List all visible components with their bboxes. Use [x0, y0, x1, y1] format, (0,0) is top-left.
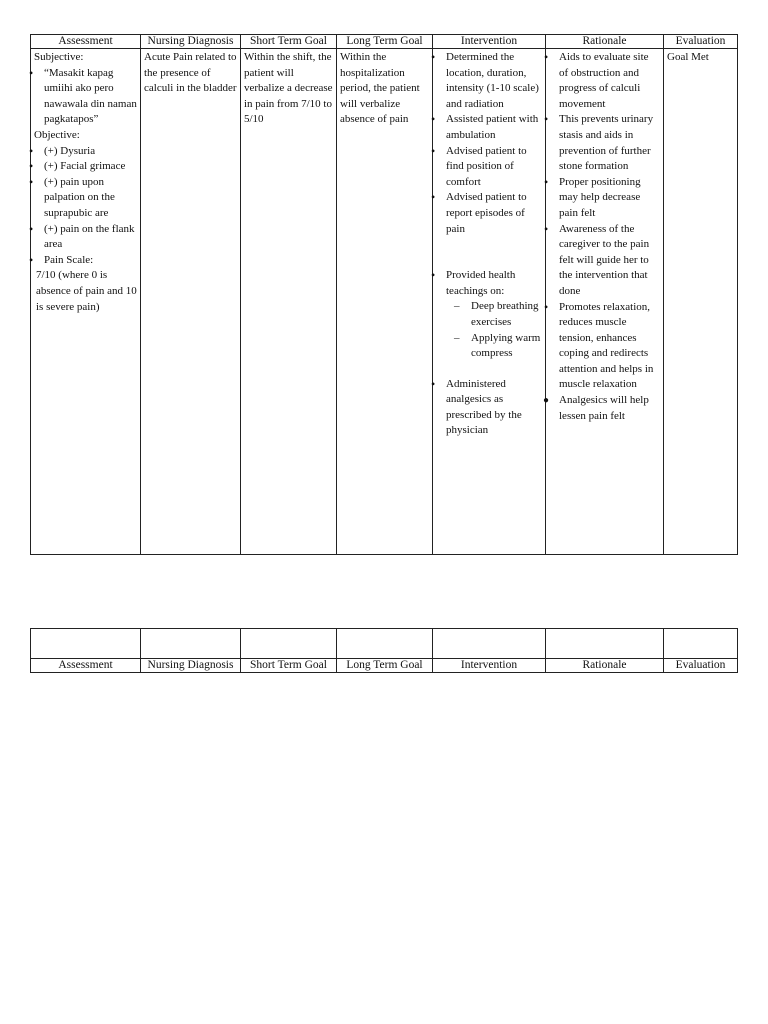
intervention-cell — [433, 49, 546, 555]
spacer — [436, 237, 542, 268]
health-teaching-subitem: – Deep breathing exercises — [452, 299, 542, 330]
blank-care-plan-table — [30, 628, 738, 673]
health-teaching-subitem: – Applying warm compress — [452, 331, 542, 362]
care-plan-row — [31, 49, 738, 555]
assessment-cell — [31, 49, 141, 555]
nursing-diagnosis-cell: Acute Pain related to the presence of calculi in the bladder — [141, 49, 241, 555]
intervention-item: • Administered analgesics as prescribed by the physician — [436, 377, 542, 439]
header-nursing-diagnosis: Nursing Diagnosis — [141, 659, 241, 673]
spacer — [436, 362, 542, 377]
objective-list — [34, 144, 137, 269]
rationale-list — [549, 50, 660, 424]
rationale-item: • Aids to evaluate site of obstruction and progress of calculi movement — [549, 50, 660, 112]
analgesics-list — [436, 377, 542, 439]
rationale-cell — [546, 49, 664, 555]
header-evaluation: Evaluation — [664, 35, 738, 49]
header-assessment: Assessment — [31, 35, 141, 49]
empty-cell — [664, 629, 738, 659]
header-intervention: Intervention — [433, 659, 546, 673]
empty-cell — [546, 629, 664, 659]
empty-cell — [31, 629, 141, 659]
header-assessment: Assessment — [31, 659, 141, 673]
empty-row — [31, 629, 738, 659]
empty-cell — [433, 629, 546, 659]
header-long-term-goal: Long Term Goal — [337, 659, 433, 673]
pain-scale-detail: 7/10 (where 0 is absence of pain and 10 is severe pain) — [36, 269, 137, 313]
rationale-item: ● Analgesics will help lessen pain felt — [549, 393, 660, 424]
evaluation-cell: Goal Met — [664, 49, 738, 555]
rationale-item: • This prevents urinary stasis and aids in prevention of further stone formation — [549, 112, 660, 174]
intervention-item: • Advised patient to find position of comfort — [436, 144, 542, 191]
header-evaluation: Evaluation — [664, 659, 738, 673]
intervention-item — [436, 268, 542, 362]
intervention-item: • Assisted patient with ambulation — [436, 112, 542, 143]
health-teaching-list — [436, 268, 542, 362]
header-row — [31, 35, 738, 49]
header-nursing-diagnosis: Nursing Diagnosis — [141, 35, 241, 49]
header-long-term-goal: Long Term Goal — [337, 35, 433, 49]
header-row — [31, 659, 738, 673]
empty-cell — [141, 629, 241, 659]
empty-cell — [241, 629, 337, 659]
objective-item: • (+) pain upon palpation on the suprapubic are — [34, 175, 137, 222]
health-teaching-label: Provided health teachings on: — [446, 269, 516, 297]
rationale-item: • Promotes relaxation, reduces muscle tension, enhances coping and redirects attention and helps in muscle relaxation — [549, 300, 660, 394]
empty-cell — [337, 629, 433, 659]
rationale-item: • Proper positioning may help decrease pain felt — [549, 175, 660, 222]
intervention-list — [436, 50, 542, 237]
objective-item: • (+) pain on the flank area — [34, 222, 137, 253]
rationale-item: • Awareness of the caregiver to the pain felt will guide her to the intervention that done — [549, 222, 660, 300]
subjective-label: Subjective: — [34, 51, 84, 63]
header-intervention: Intervention — [433, 35, 546, 49]
objective-item: • (+) Facial grimace — [34, 159, 137, 175]
health-teaching-sublist — [446, 299, 542, 361]
subjective-list — [34, 66, 137, 128]
header-short-term-goal: Short Term Goal — [241, 35, 337, 49]
objective-label: Objective: — [34, 128, 80, 141]
short-term-goal-cell: Within the shift, the patient will verbalize a decrease in pain from 7/10 to 5/10 — [241, 49, 337, 555]
header-rationale: Rationale — [546, 659, 664, 673]
nursing-care-plan-table — [30, 34, 738, 555]
objective-item: • (+) Dysuria — [34, 144, 137, 160]
subjective-item: • “Masakit kapag umiihi ako pero nawawala din naman pagkatapos” — [34, 66, 137, 128]
header-rationale: Rationale — [546, 35, 664, 49]
header-short-term-goal: Short Term Goal — [241, 659, 337, 673]
intervention-item: • Advised patient to report episodes of pain — [436, 190, 542, 237]
long-term-goal-cell: Within the hospitalization period, the patient will verbalize absence of pain — [337, 49, 433, 555]
intervention-item: • Determined the location, duration, intensity (1-10 scale) and radiation — [436, 50, 542, 112]
objective-item: • Pain Scale: — [34, 253, 137, 269]
